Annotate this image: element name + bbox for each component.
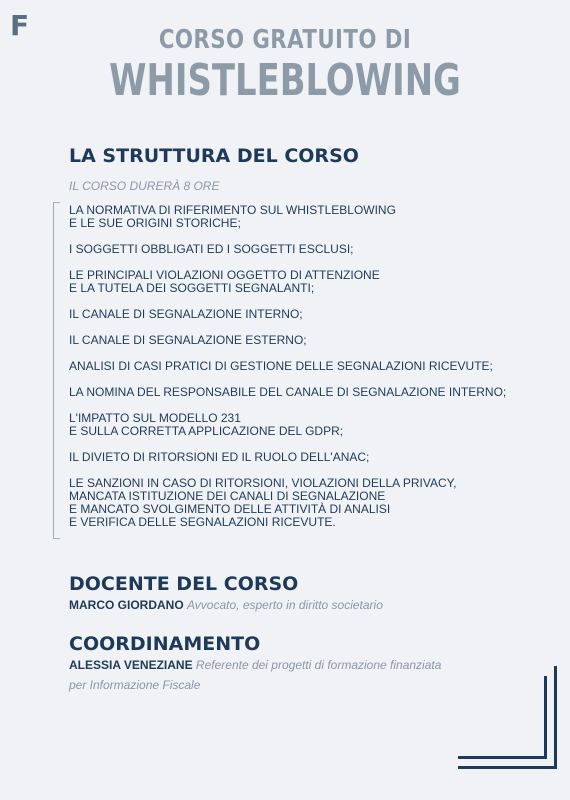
header-main-title: WHISTLEBLOWING (109, 55, 461, 106)
teacher-section (69, 573, 549, 615)
course-duration: IL CORSO DURERÀ 8 ORE (69, 179, 220, 193)
coordinator-description-2: per Informazione Fiscale (69, 678, 201, 692)
topic-item: IL CANALE DI SEGNALAZIONE INTERNO; (69, 307, 303, 321)
topic-item: LA NOMINA DEL RESPONSABILE DEL CANALE DI SEGNALAZIONE INTERNO; (69, 385, 507, 399)
topic-item: LE SANZIONI IN CASO DI RITORSIONI, VIOLAZIONI DELLA PRIVACY, MANCATA ISTITUZIONE DEI CANALI DI SEGNALAZIONE E MANCATO SVOLGIMENTO DELLE ATTIVITÀ DI ANALISI E VERIFICA DELLE SEGNALAZIONI RICEVUTE. (69, 476, 457, 529)
topics-list (69, 204, 549, 529)
topic-item: IL DIVIETO DI RITORSIONI ED IL RUOLO DELL'ANAC; (69, 450, 370, 464)
topic-item: IL CANALE DI SEGNALAZIONE ESTERNO; (69, 333, 307, 347)
coordination-title: COORDINAMENTO (69, 633, 261, 655)
teacher-description: Avvocato, esperto in diritto societario (187, 598, 383, 612)
structure-title: LA STRUTTURA DEL CORSO (69, 145, 359, 167)
list-bracket (53, 202, 60, 539)
teacher-title: DOCENTE DEL CORSO (69, 573, 299, 595)
brand-logo-icon: F (10, 9, 29, 42)
topic-item: LE PRINCIPALI VIOLAZIONI OGGETTO DI ATTENZIONE E LA TUTELA DEI SOGGETTI SEGNALANTI; (69, 268, 380, 295)
coordinator-description: Referente dei progetti di formazione finanziata (195, 658, 442, 672)
topic-item: ANALISI DI CASI PRATICI DI GESTIONE DELLE SEGNALAZIONI RICEVUTE; (69, 359, 493, 373)
corner-decoration-inner (458, 676, 547, 759)
page-header (0, 24, 570, 104)
header-pre-title: CORSO GRATUITO DI (158, 25, 412, 55)
coordinator-name: ALESSIA VENEZIANE (69, 658, 193, 672)
teacher-name: MARCO GIORDANO (69, 598, 184, 612)
topic-item: L'IMPATTO SUL MODELLO 231 E SULLA CORRETTA APPLICAZIONE DEL GDPR; (69, 411, 344, 438)
topic-item: LA NORMATIVA DI RIFERIMENTO SUL WHISTLEBLOWING E LE SUE ORIGINI STORICHE; (69, 203, 396, 230)
teacher-line (69, 595, 549, 615)
course-content (69, 145, 549, 695)
topic-item: I SOGGETTI OBBLIGATI ED I SOGGETTI ESCLUSI; (69, 242, 354, 256)
